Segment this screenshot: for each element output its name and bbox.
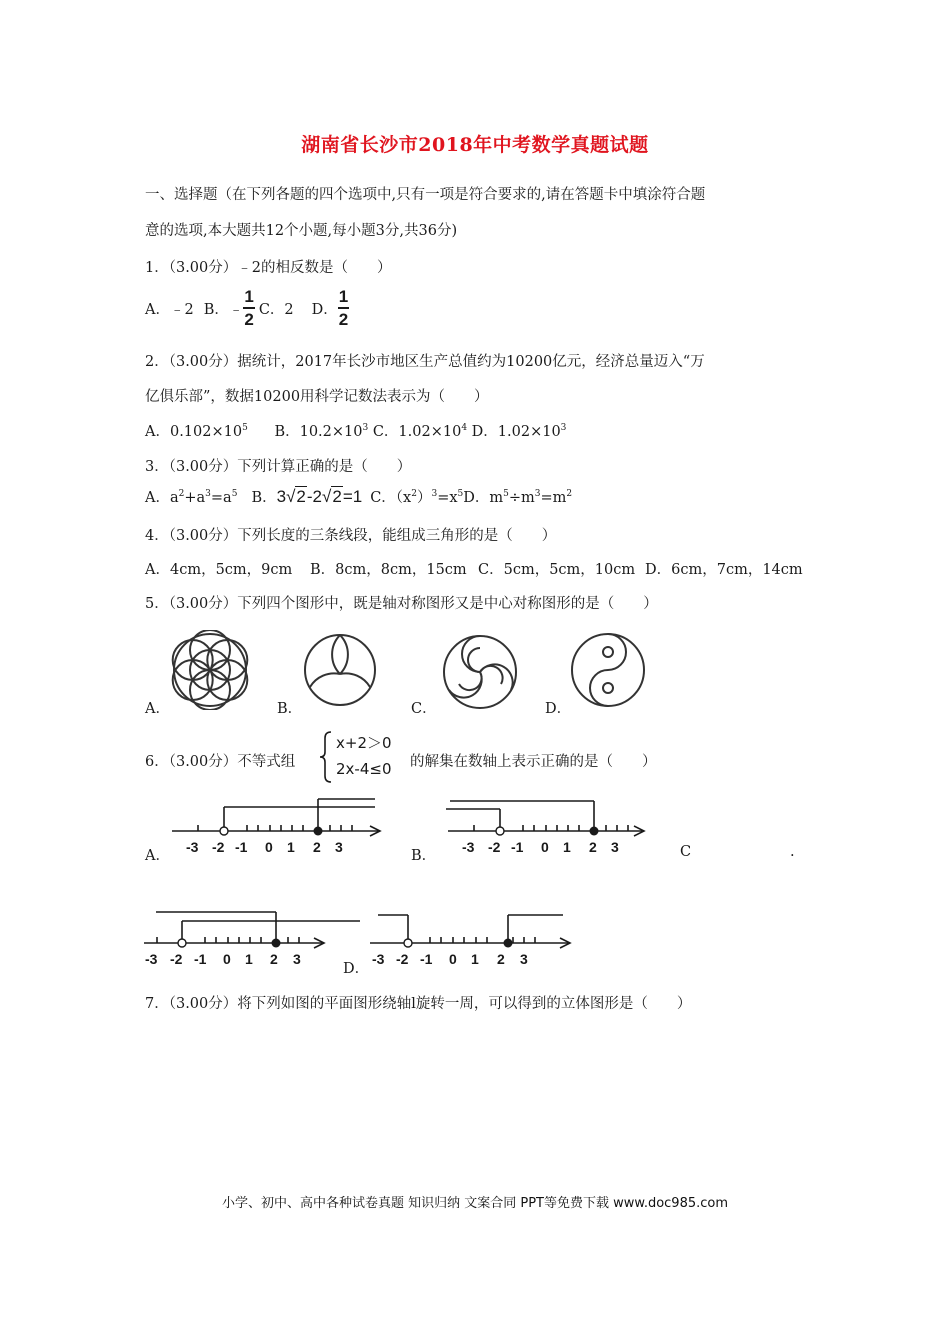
q6-number-line-b: [446, 795, 651, 857]
q4-stem: 4．（3.00分）下列长度的三条线段，能组成三角形的是（ ）: [145, 528, 557, 544]
page-title: 湖南省长沙市2018年中考数学真题试题: [301, 134, 649, 156]
q7-stem: 7．（3.00分）将下列如图的平面图形绕轴l旋转一周，可以得到的立体图形是（ ）: [145, 996, 692, 1012]
q4-option-d: D．6cm，7cm，14cm: [645, 562, 803, 578]
fraction-numerator: 1: [338, 288, 349, 309]
q6-label-d: D．: [343, 961, 370, 977]
q6-label-b: B．: [411, 848, 437, 864]
svg-text:3: 3: [293, 951, 301, 967]
q3-option-d: D．$m^5\div m^3=m^2$: [463, 489, 573, 506]
q4-option-c: C．5cm，5cm，10cm: [478, 562, 636, 578]
q3-option-b-label: B．: [251, 490, 277, 506]
q3-option-a: A．$a^2+a^3=a^5$: [145, 489, 238, 506]
fraction-denominator: 2: [244, 310, 254, 329]
q6-inequality-1: x+2＞0: [336, 734, 392, 752]
q1-option-d-label: D．: [311, 301, 338, 318]
q5-label-a: A．: [145, 701, 170, 717]
svg-text:2: 2: [589, 839, 597, 855]
svg-text:-3: -3: [145, 951, 158, 967]
q2-option-b: B．$10.2\times 10^3$: [274, 423, 369, 440]
svg-text:-1: -1: [235, 839, 248, 855]
svg-text:1: 1: [245, 951, 253, 967]
svg-text:2: 2: [497, 951, 505, 967]
q2-stem-line2: 亿俱乐部”，数据10200用科学记数法表示为（ ）: [145, 389, 489, 405]
q1-options: [145, 288, 349, 328]
q5-label-d: D．: [545, 701, 572, 717]
q2-option-d: D．$1.02\times 10^3$: [471, 423, 567, 440]
fraction-denominator: 2: [338, 310, 349, 329]
page-footer: 小学、初中、高中各种试卷真题 知识归纳 文案合同 PPT等免费下载 www.doc985.com: [221, 1196, 729, 1211]
q5-figure-d-yin-yang: [568, 630, 648, 710]
section-instructions-line2: 意的选项,本大题共12个小题,每小题3分,共36分): [145, 223, 458, 239]
svg-text:0: 0: [223, 951, 231, 967]
svg-text:-2: -2: [488, 839, 501, 855]
q2-stem-line1: 2．（3.00分）据统计，2017年长沙市地区生产总值约为10200亿元，经济总量迈入“万: [145, 354, 705, 370]
svg-text:1: 1: [471, 951, 479, 967]
svg-text:-2: -2: [396, 951, 409, 967]
fraction-numerator: 1: [243, 288, 254, 309]
q3-stem: 3．（3.00分）下列计算正确的是（ ）: [145, 459, 412, 475]
svg-text:3: 3: [335, 839, 343, 855]
q3-option-b-expression: 3√2-2√2=1: [276, 487, 363, 506]
q6-prefix: 6．（3.00分）不等式组: [145, 754, 296, 770]
q5-label-b: B．: [277, 701, 303, 717]
svg-text:-1: -1: [194, 951, 207, 967]
q5-figure-a-flower: [170, 630, 250, 710]
q5-figure-c-triskelion: [440, 632, 520, 712]
svg-text:-2: -2: [212, 839, 225, 855]
q6-label-c: C: [680, 844, 692, 860]
q6-inequality-2: 2x-4≤0: [336, 760, 392, 778]
q2-option-c: C．$1.02\times 10^4$: [372, 423, 468, 440]
q6-suffix: 的解集在数轴上表示正确的是（ ）: [410, 754, 657, 770]
q6-number-line-d: [368, 905, 578, 967]
svg-text:0: 0: [541, 839, 549, 855]
svg-text:1: 1: [287, 839, 295, 855]
q1-option-b-fraction: [243, 288, 254, 328]
q6-number-line-a: [170, 795, 385, 857]
svg-text:-3: -3: [186, 839, 199, 855]
svg-text:3: 3: [520, 951, 528, 967]
q1-option-b-label: B．: [203, 301, 229, 318]
left-brace-icon: [318, 730, 334, 784]
svg-text:0: 0: [265, 839, 273, 855]
q1-option-d-fraction: [338, 288, 349, 328]
q5-stem: 5．（3.00分）下列四个图形中，既是轴对称图形又是中心对称图形的是（ ）: [145, 596, 658, 612]
q6-number-line-c: [142, 905, 362, 967]
q1-stem: 1．（3.00分）﹣2的相反数是（ ）: [145, 260, 392, 276]
q1-option-a: A．﹣2: [145, 301, 194, 318]
svg-text:3: 3: [611, 839, 619, 855]
q4-option-a: A．4cm，5cm，9cm: [145, 562, 293, 578]
q5-figure-b-three-arcs: [302, 632, 378, 708]
q6-trailing-dot: .: [790, 844, 795, 860]
section-instructions-line1: 一、选择题（在下列各题的四个选项中,只有一项是符合要求的,请在答题卡中填涂符合题: [145, 187, 706, 203]
svg-text:2: 2: [270, 951, 278, 967]
svg-text:0: 0: [449, 951, 457, 967]
q1-option-c: C．2: [258, 301, 294, 318]
svg-text:1: 1: [563, 839, 571, 855]
svg-text:-1: -1: [511, 839, 524, 855]
q4-option-b: B．8cm，8cm，15cm: [310, 562, 467, 578]
q2-options: [145, 420, 566, 441]
svg-text:2: 2: [313, 839, 321, 855]
q2-option-a: A．$0.102\times 10^5$: [145, 423, 248, 440]
q6-label-a: A．: [145, 848, 170, 864]
svg-text:-2: -2: [170, 951, 183, 967]
svg-text:-3: -3: [372, 951, 385, 967]
q5-label-c: C．: [411, 701, 437, 717]
svg-text:-1: -1: [420, 951, 433, 967]
q3-options: [145, 486, 572, 507]
q1-option-b-sign: ﹣: [228, 301, 244, 318]
q3-option-c: C．$(x^2)^3=x^5$: [370, 489, 464, 506]
svg-text:-3: -3: [462, 839, 475, 855]
